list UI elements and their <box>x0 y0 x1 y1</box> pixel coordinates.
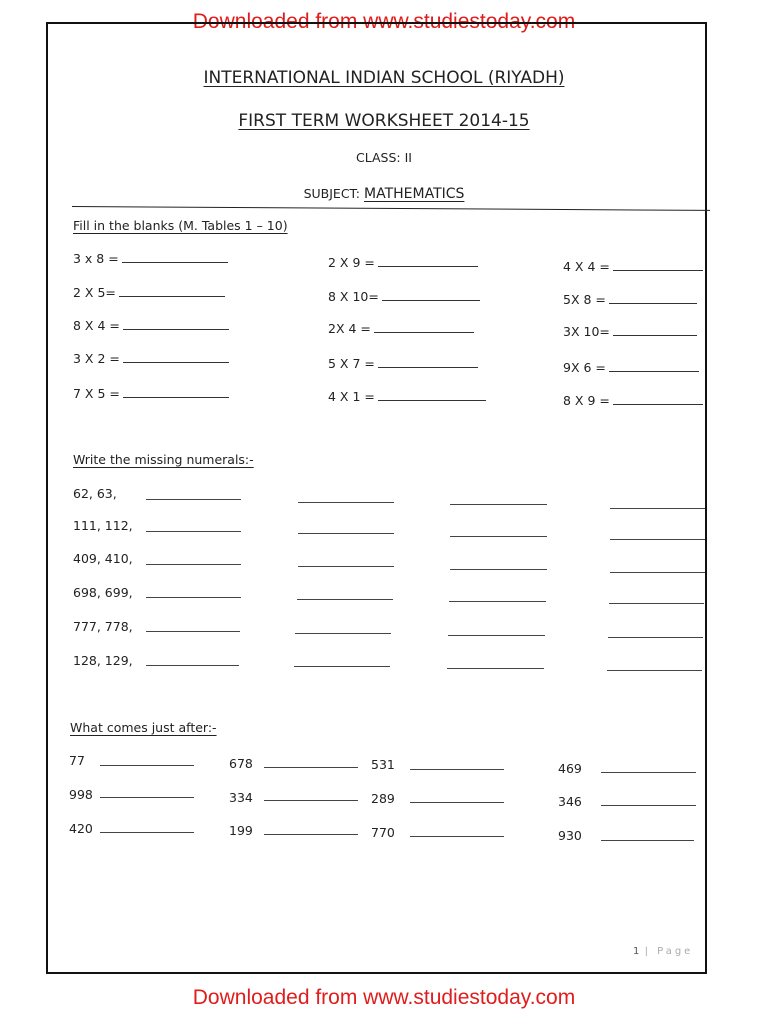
answer-line <box>146 564 241 565</box>
answer-line <box>410 836 504 837</box>
answer-line <box>601 772 696 773</box>
answer-line <box>146 531 241 532</box>
answer-line <box>298 566 394 567</box>
after-number: 334 <box>229 790 253 805</box>
table-item: 9X 6 = <box>563 359 699 375</box>
table-item: 3X 10= <box>563 323 697 339</box>
answer-line <box>609 603 704 604</box>
answer-line <box>264 767 358 768</box>
after-number: 77 <box>69 753 85 768</box>
table-item: 4 X 1 = <box>328 388 486 404</box>
answer-line <box>100 765 194 766</box>
tables-heading: Fill in the blanks (M. Tables 1 – 10) <box>73 218 288 233</box>
after-number: 469 <box>558 761 582 776</box>
subject-label: SUBJECT: <box>303 186 364 201</box>
answer-line <box>450 504 547 505</box>
table-item: 4 X 4 = <box>563 258 703 274</box>
after-number: 930 <box>558 828 582 843</box>
missing-heading: Write the missing numerals:- <box>73 452 254 467</box>
answer-line <box>146 597 241 598</box>
answer-line <box>294 666 390 667</box>
answer-line <box>410 802 504 803</box>
table-item: 3 X 2 = <box>73 350 229 366</box>
answer-line <box>410 769 504 770</box>
table-item: 5 X 7 = <box>328 355 478 371</box>
after-number: 770 <box>371 825 395 840</box>
after-number: 289 <box>371 791 395 806</box>
table-item: 7 X 5 = <box>73 385 229 401</box>
table-item: 2X 4 = <box>328 320 474 336</box>
after-number: 531 <box>371 757 395 772</box>
after-number: 678 <box>229 756 253 771</box>
watermark-bottom: Downloaded from www.studiestoday.com <box>192 986 576 1009</box>
answer-line <box>146 499 241 500</box>
answer-line <box>100 832 194 833</box>
page-number: 1 | Page <box>633 946 694 957</box>
answer-line <box>264 834 358 835</box>
answer-line <box>298 533 394 534</box>
answer-line <box>449 601 546 602</box>
after-number: 199 <box>229 823 253 838</box>
answer-line <box>264 800 358 801</box>
answer-line <box>601 805 696 806</box>
answer-line <box>298 502 394 503</box>
answer-line <box>295 633 391 634</box>
table-item: 5X 8 = <box>563 291 697 307</box>
answer-line <box>450 536 547 537</box>
subject-value: MATHEMATICS <box>364 186 465 202</box>
answer-line <box>447 668 544 669</box>
table-item: 8 X 10= <box>328 288 480 304</box>
after-number: 420 <box>69 821 93 836</box>
answer-line <box>297 599 393 600</box>
answer-line <box>610 572 705 573</box>
table-item: 2 X 5= <box>73 284 225 300</box>
after-heading: What comes just after:- <box>70 720 217 735</box>
after-number: 346 <box>558 794 582 809</box>
table-item: 3 x 8 = <box>73 250 228 266</box>
answer-line <box>448 635 545 636</box>
answer-line <box>146 631 240 632</box>
class-label: CLASS: II <box>356 150 412 165</box>
missing-row-label: 698, 699, <box>73 585 133 600</box>
answer-line <box>450 569 547 570</box>
answer-line <box>610 508 705 509</box>
missing-row-label: 111, 112, <box>73 518 133 533</box>
answer-line <box>146 665 239 666</box>
watermark-top: Downloaded from www.studiestoday.com <box>192 10 576 33</box>
after-number: 998 <box>69 787 93 802</box>
answer-line <box>601 840 694 841</box>
subject-line <box>0 186 768 202</box>
worksheet-title: FIRST TERM WORKSHEET 2014-15 <box>238 111 530 131</box>
school-name: INTERNATIONAL INDIAN SCHOOL (RIYADH) <box>203 68 565 88</box>
table-item: 8 X 4 = <box>73 317 229 333</box>
missing-row-label: 409, 410, <box>73 551 133 566</box>
answer-line <box>610 539 705 540</box>
table-item: 8 X 9 = <box>563 392 703 408</box>
missing-row-label: 128, 129, <box>73 653 133 668</box>
missing-row-label: 777, 778, <box>73 619 133 634</box>
answer-line <box>100 797 194 798</box>
answer-line <box>607 670 702 671</box>
table-item: 2 X 9 = <box>328 254 478 270</box>
page-label: | Page <box>644 946 694 957</box>
missing-row-label: 62, 63, <box>73 486 117 501</box>
answer-line <box>608 637 703 638</box>
